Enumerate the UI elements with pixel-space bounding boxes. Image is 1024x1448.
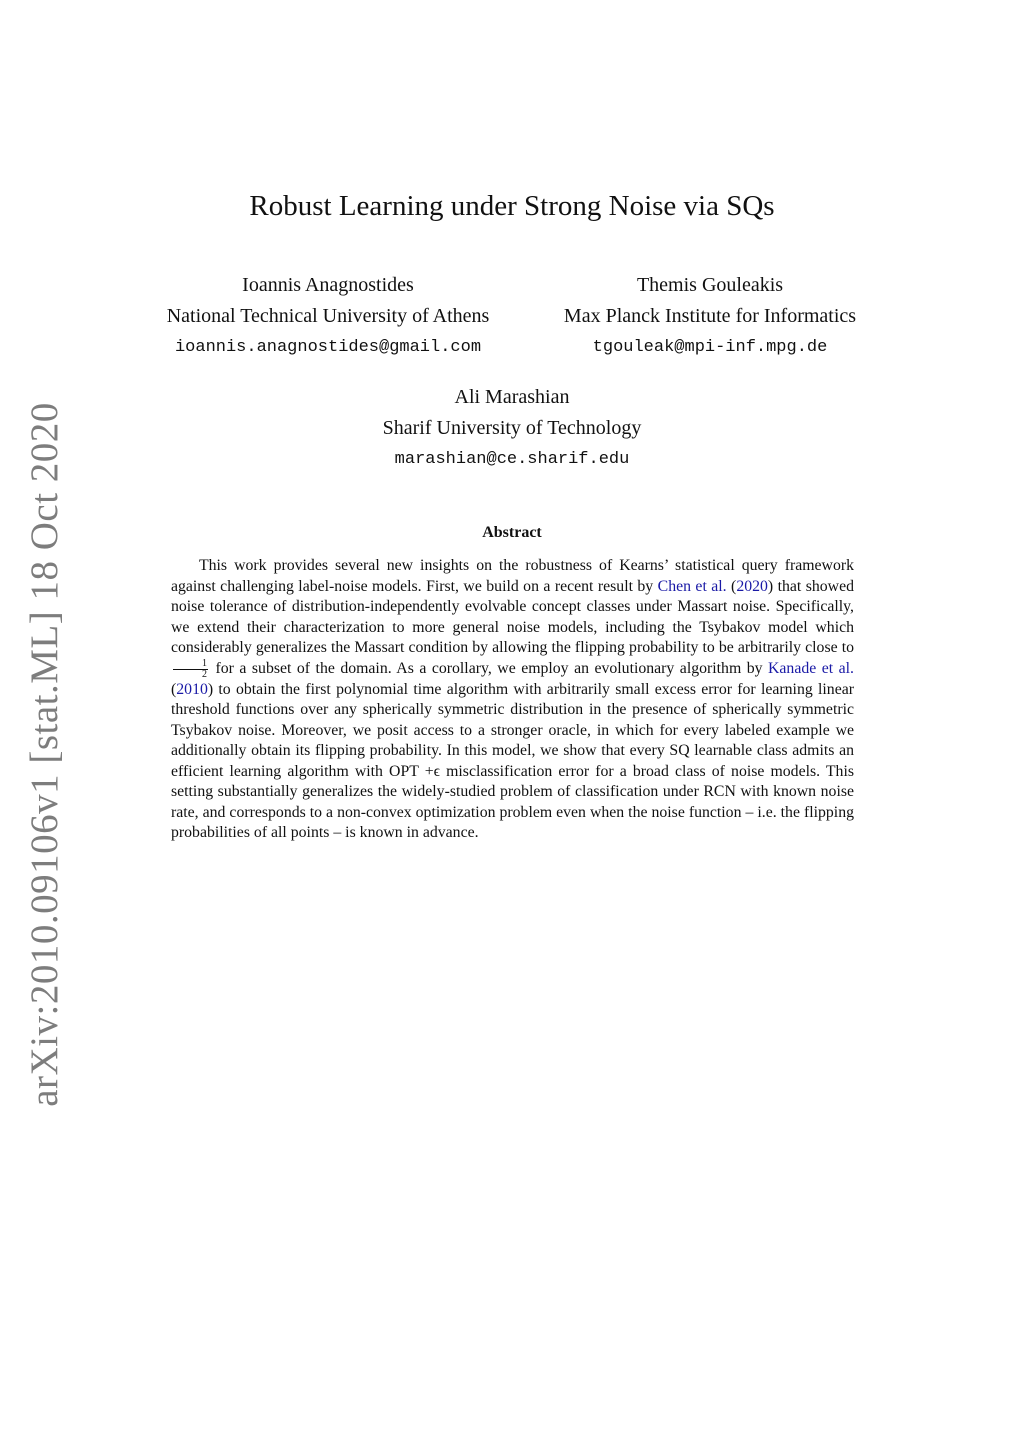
abstract-text: ) that showed noise tolerance of distribution-independently evolvable concept classes under Massart noise. Specifically, we extend their characterization to more general noise models, including the Tsybakov model which considerably generalizes the Massart condition by allowing the flipping probability to be arbitrarily close to: [171, 577, 855, 656]
citation-year-link[interactable]: 2020: [736, 577, 768, 595]
abstract-text: ) to obtain the first polynomial time algorithm with arbitrarily small excess error for learning linear threshold functions over any spherically symmetric distribution in the presence of spherically symmetric Tsybakov noise. Moreover, we posit access to a stronger oracle, in which for every labeled example we additionally obtain its flipping probability. In this model, we show that every SQ learnable class admits an efficient learning algorithm with OPT +ϵ misclassification error for a broad class of noise models. This setting substantially generalizes the widely-studied problem of classification under RCN with known noise rate, and corresponds to a non-convex optimization problem even when the noise function – i.e. the flipping probabilities of all points – is known in advance.: [171, 680, 854, 841]
author-block: [322, 382, 702, 475]
paper-title: Robust Learning under Strong Noise via SQs: [249, 190, 775, 222]
arxiv-identifier-text: arXiv:2010.09106v1 [stat.ML] 18 Oct 2020: [22, 401, 66, 1107]
citation-link[interactable]: Chen et al.: [657, 577, 727, 595]
author-block: [520, 270, 900, 363]
abstract-body: [171, 556, 854, 844]
author-email: ioannis.anagnostides@gmail.com: [174, 338, 482, 357]
author-email: tgouleak@mpi-inf.mpg.de: [592, 338, 828, 357]
citation-paren: (: [726, 577, 737, 595]
abstract-text: This work provides several new insights on the robustness of Kearns’ statistical query framework against challenging label-noise models. First, we build on a recent result by: [171, 557, 854, 595]
author-affiliation: Max Planck Institute for Informatics: [563, 305, 857, 327]
fraction-numerator: 1: [173, 659, 208, 670]
author-affiliation: Sharif University of Technology: [382, 417, 642, 439]
citation-year-link[interactable]: 2010: [176, 680, 208, 698]
author-name: Ioannis Anagnostides: [242, 274, 414, 296]
abstract-heading: Abstract: [482, 524, 542, 541]
author-affiliation: National Technical University of Athens: [166, 305, 490, 327]
fraction-denominator: 2: [202, 668, 207, 680]
citation-paren: (: [171, 680, 177, 698]
one-half-fraction: [173, 659, 208, 680]
abstract-text: for a subset of the domain. As a corollary, we employ an evolutionary algorithm by: [210, 659, 769, 677]
author-email: marashian@ce.sharif.edu: [394, 450, 630, 469]
author-name: Ali Marashian: [454, 386, 570, 408]
author-block: [138, 270, 518, 363]
author-name: Themis Gouleakis: [636, 274, 784, 296]
citation-link[interactable]: Kanade et al.: [768, 659, 854, 677]
